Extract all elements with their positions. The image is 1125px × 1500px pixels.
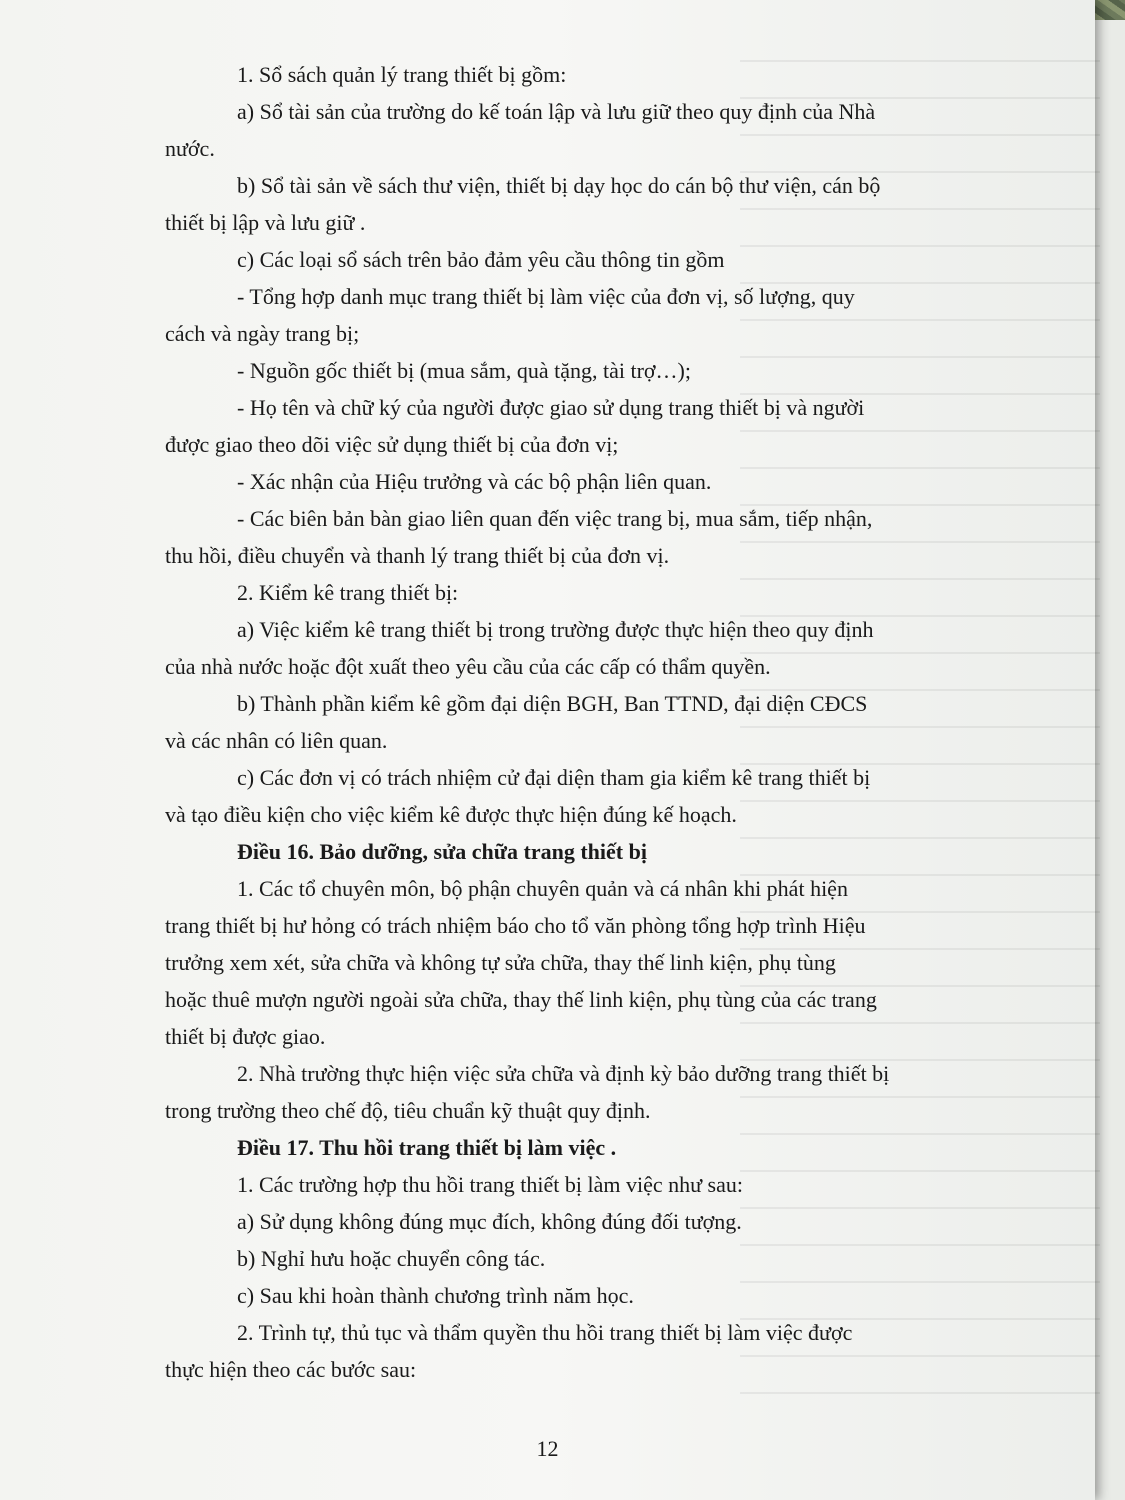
- text-line: a) Việc kiểm kê trang thiết bị trong trường được thực hiện theo quy định: [237, 617, 874, 642]
- text-line: được giao theo dõi việc sử dụng thiết bị của đơn vị;: [165, 432, 619, 457]
- text-line: 2. Kiểm kê trang thiết bị:: [237, 580, 459, 605]
- text-line: hoặc thuê mượn người ngoài sửa chữa, thay thế linh kiện, phụ tùng của các trang: [165, 987, 877, 1012]
- text-line: trang thiết bị hư hỏng có trách nhiệm báo cho tổ văn phòng tổng hợp trình Hiệu: [165, 913, 866, 938]
- text-line: c) Sau khi hoàn thành chương trình năm học.: [237, 1283, 634, 1308]
- text-line: thiết bị được giao.: [165, 1024, 326, 1049]
- text-line: cách và ngày trang bị;: [165, 321, 360, 346]
- text-line: - Xác nhận của Hiệu trưởng và các bộ phận liên quan.: [237, 469, 712, 494]
- text-line: b) Nghỉ hưu hoặc chuyển công tác.: [237, 1246, 546, 1271]
- text-line: - Tổng hợp danh mục trang thiết bị làm việc của đơn vị, số lượng, quy: [237, 284, 855, 309]
- text-line: c) Các đơn vị có trách nhiệm cử đại diện tham gia kiểm kê trang thiết bị: [237, 765, 871, 790]
- text-line: thiết bị lập và lưu giữ .: [165, 210, 366, 235]
- text-line: a) Sổ tài sản của trường do kế toán lập và lưu giữ theo quy định của Nhà: [237, 99, 876, 124]
- text-line: 1. Sổ sách quản lý trang thiết bị gồm:: [237, 62, 567, 87]
- text-line: 1. Các tổ chuyên môn, bộ phận chuyên quản và cá nhân khi phát hiện: [237, 876, 848, 901]
- text-line: 2. Trình tự, thủ tục và thẩm quyền thu hồi trang thiết bị làm việc được: [237, 1320, 853, 1345]
- text-line: của nhà nước hoặc đột xuất theo yêu cầu của các cấp có thẩm quyền.: [165, 654, 771, 679]
- text-line: c) Các loại sổ sách trên bảo đảm yêu cầu thông tin gồm: [237, 247, 725, 272]
- text-line: - Các biên bản bàn giao liên quan đến việc trang bị, mua sắm, tiếp nhận,: [237, 506, 873, 531]
- section-heading: Điều 16. Bảo dưỡng, sửa chữa trang thiết bị: [237, 839, 647, 864]
- text-line: a) Sử dụng không đúng mục đích, không đúng đối tượng.: [237, 1209, 742, 1234]
- text-line: 1. Các trường hợp thu hồi trang thiết bị làm việc như sau:: [237, 1172, 743, 1197]
- text-line: b) Sổ tài sản về sách thư viện, thiết bị dạy học do cán bộ thư viện, cán bộ: [237, 173, 881, 198]
- text-line: - Họ tên và chữ ký của người được giao sử dụng trang thiết bị và người: [237, 395, 865, 420]
- page-number: 12: [536, 1436, 559, 1461]
- text-line: và tạo điều kiện cho việc kiểm kê được thực hiện đúng kế hoạch.: [165, 802, 737, 827]
- text-line: 2. Nhà trường thực hiện việc sửa chữa và định kỳ bảo dưỡng trang thiết bị: [237, 1061, 890, 1086]
- text-line: thực hiện theo các bước sau:: [165, 1357, 417, 1382]
- text-line: trong trường theo chế độ, tiêu chuẩn kỹ thuật quy định.: [165, 1098, 651, 1123]
- section-heading: Điều 17. Thu hồi trang thiết bị làm việc .: [237, 1135, 617, 1160]
- page-body: [165, 56, 1015, 1388]
- text-line: thu hồi, điều chuyển và thanh lý trang thiết bị của đơn vị.: [165, 543, 670, 568]
- text-line: - Nguồn gốc thiết bị (mua sắm, quà tặng, tài trợ…);: [237, 358, 691, 383]
- text-line: trưởng xem xét, sửa chữa và không tự sửa chữa, thay thế linh kiện, phụ tùng: [165, 950, 836, 975]
- text-line: b) Thành phần kiểm kê gồm đại diện BGH, Ban TTND, đại diện CĐCS: [237, 691, 868, 716]
- text-line: nước.: [165, 136, 215, 161]
- text-line: và các nhân có liên quan.: [165, 728, 388, 753]
